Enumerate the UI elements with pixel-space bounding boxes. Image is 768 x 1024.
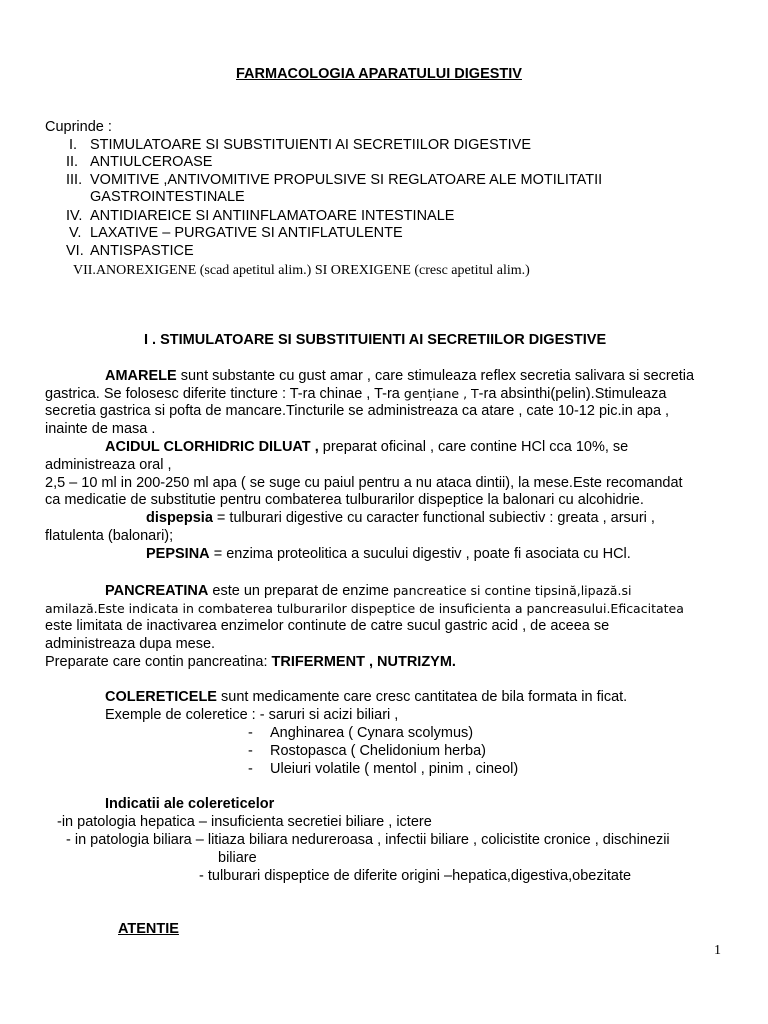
pepsina-term: PEPSINA xyxy=(146,546,210,562)
pancreatina-line-2: amilază.Este indicata in combaterea tulburarilor dispeptice de insuficienta a pancreasului.Eficacitatea xyxy=(45,601,684,616)
contents-item-6: ANTISPASTICE xyxy=(90,243,194,259)
amarele-line-4: inainte de masa . xyxy=(45,421,156,437)
dispepsia-term: dispepsia xyxy=(146,510,213,526)
coleretice-example-dash: - xyxy=(248,761,253,777)
page-title: FARMACOLOGIA APARATULUI DIGESTIV xyxy=(236,66,522,82)
pancreatina-preparations: Preparate care contin pancreatina: TRIFERMENT , NUTRIZYM. xyxy=(45,654,456,670)
contents-item-7-text: ANOREXIGENE (scad apetitul alim.) SI OREXIGENE (cresc apetitul alim.) xyxy=(95,263,530,278)
contents-item-1: STIMULATOARE SI SUBSTITUIENTI AI SECRETIILOR DIGESTIVE xyxy=(90,137,531,153)
coleretice-example-dash: - xyxy=(248,743,253,759)
coleretice-term: COLERETICELE xyxy=(105,689,217,705)
pepsina-line: PEPSINA = enzima proteolitica a sucului digestiv , poate fi asociata cu HCl. xyxy=(146,546,631,562)
contents-item-4-num: IV. xyxy=(66,208,83,224)
amarele-line-2: gastrica. Se folosesc diferite tincture : T-ra chinae , T-ra gențiane , T-ra absinthi(pelin).Stimuleaza xyxy=(45,386,667,402)
contents-item-3-cont: GASTROINTESTINALE xyxy=(90,189,245,205)
dispepsia-line-1: dispepsia = tulburari digestive cu caracter functional subiectiv : greata , arsuri , xyxy=(146,510,655,526)
acid-line-2: administreaza oral , xyxy=(45,457,172,473)
coleretice-example-3: Uleiuri volatile ( mentol , pinim , cineol) xyxy=(270,761,519,777)
contents-item-5: LAXATIVE – PURGATIVE SI ANTIFLATULENTE xyxy=(90,225,403,241)
contents-item-2-num: II. xyxy=(66,154,79,170)
contents-item-2: ANTIULCEROASE xyxy=(90,154,213,170)
indicatii-line-2: - in patologia biliara – litiaza biliara nedureroasa , infectii biliare , colicistite cronice , dischinezii xyxy=(66,832,670,848)
indicatii-line-4: - tulburari dispeptice de diferite origini –hepatica,digestiva,obezitate xyxy=(199,868,632,884)
amarele-line-3: secretia gastrica si pofta de mancare.Tincturile se administreaza ca atare , cate 10-12 pic.in apa , xyxy=(45,403,670,419)
contents-label: Cuprinde : xyxy=(45,119,112,135)
pancreatina-line-4: administreaza dupa mese. xyxy=(45,636,216,652)
acid-term: ACIDUL CLORHIDRIC DILUAT , xyxy=(105,439,319,455)
contents-item-1-num: I. xyxy=(69,137,78,153)
contents-item-4: ANTIDIAREICE SI ANTIINFLAMATOARE INTESTINALE xyxy=(90,208,455,224)
coleretice-example-1: Anghinarea ( Cynara scolymus) xyxy=(270,725,474,741)
section-1-title: I . STIMULATOARE SI SUBSTITUIENTI AI SECRETIILOR DIGESTIVE xyxy=(144,332,607,348)
coleretice-example-2: Rostopasca ( Chelidonium herba) xyxy=(270,743,486,759)
contents-item-7 xyxy=(73,262,530,279)
coleretice-examples-label: Exemple de coleretice : - saruri si acizi biliari , xyxy=(105,707,399,723)
amarele-line-1: AMARELE sunt substante cu gust amar , care stimuleaza reflex secretia salivara si secretia xyxy=(105,368,695,384)
page-number: 1 xyxy=(714,943,721,958)
acid-line-1: ACIDUL CLORHIDRIC DILUAT , preparat oficinal , care contine HCl cca 10%, se xyxy=(105,439,629,455)
coleretice-example-dash: - xyxy=(248,725,253,741)
contents-item-7-num: VII. xyxy=(73,263,96,278)
atentie-heading: ATENTIE xyxy=(118,921,179,937)
coleretice-line-1: COLERETICELE sunt medicamente care cresc cantitatea de bila formata in ficat. xyxy=(105,689,628,705)
contents-item-5-num: V. xyxy=(69,225,82,241)
indicatii-line-1: -in patologia hepatica – insuficienta secretiei biliare , ictere xyxy=(57,814,432,830)
amarele-term: AMARELE xyxy=(105,368,177,384)
contents-item-6-num: VI. xyxy=(66,243,84,259)
pancreatina-line-3: este limitata de inactivarea enzimelor continute de catre sucul gastric acid , de aceea se xyxy=(45,618,610,634)
pancreatina-prep-names: TRIFERMENT , NUTRIZYM. xyxy=(271,654,456,670)
contents-item-3-num: III. xyxy=(66,172,83,188)
dispepsia-line-2: flatulenta (balonari); xyxy=(45,528,174,544)
indicatii-line-3: biliare xyxy=(218,850,257,866)
acid-line-4: ca medicatie de substitutie pentru combaterea tulburarilor dispeptice la balonari cu alcohidrie. xyxy=(45,492,644,508)
acid-line-3: 2,5 – 10 ml in 200-250 ml apa ( se suge cu paiul pentru a nu ataca dintii), la mese.Este recomandat xyxy=(45,475,683,491)
contents-item-3: VOMITIVE ,ANTIVOMITIVE PROPULSIVE SI REGLATOARE ALE MOTILITATII xyxy=(90,172,603,188)
indicatii-title: Indicatii ale colereticelor xyxy=(105,796,275,812)
pancreatina-line-1: PANCREATINA este un preparat de enzime pancreatice si contine tipsină,lipază.si xyxy=(105,583,632,599)
pancreatina-term: PANCREATINA xyxy=(105,583,209,599)
